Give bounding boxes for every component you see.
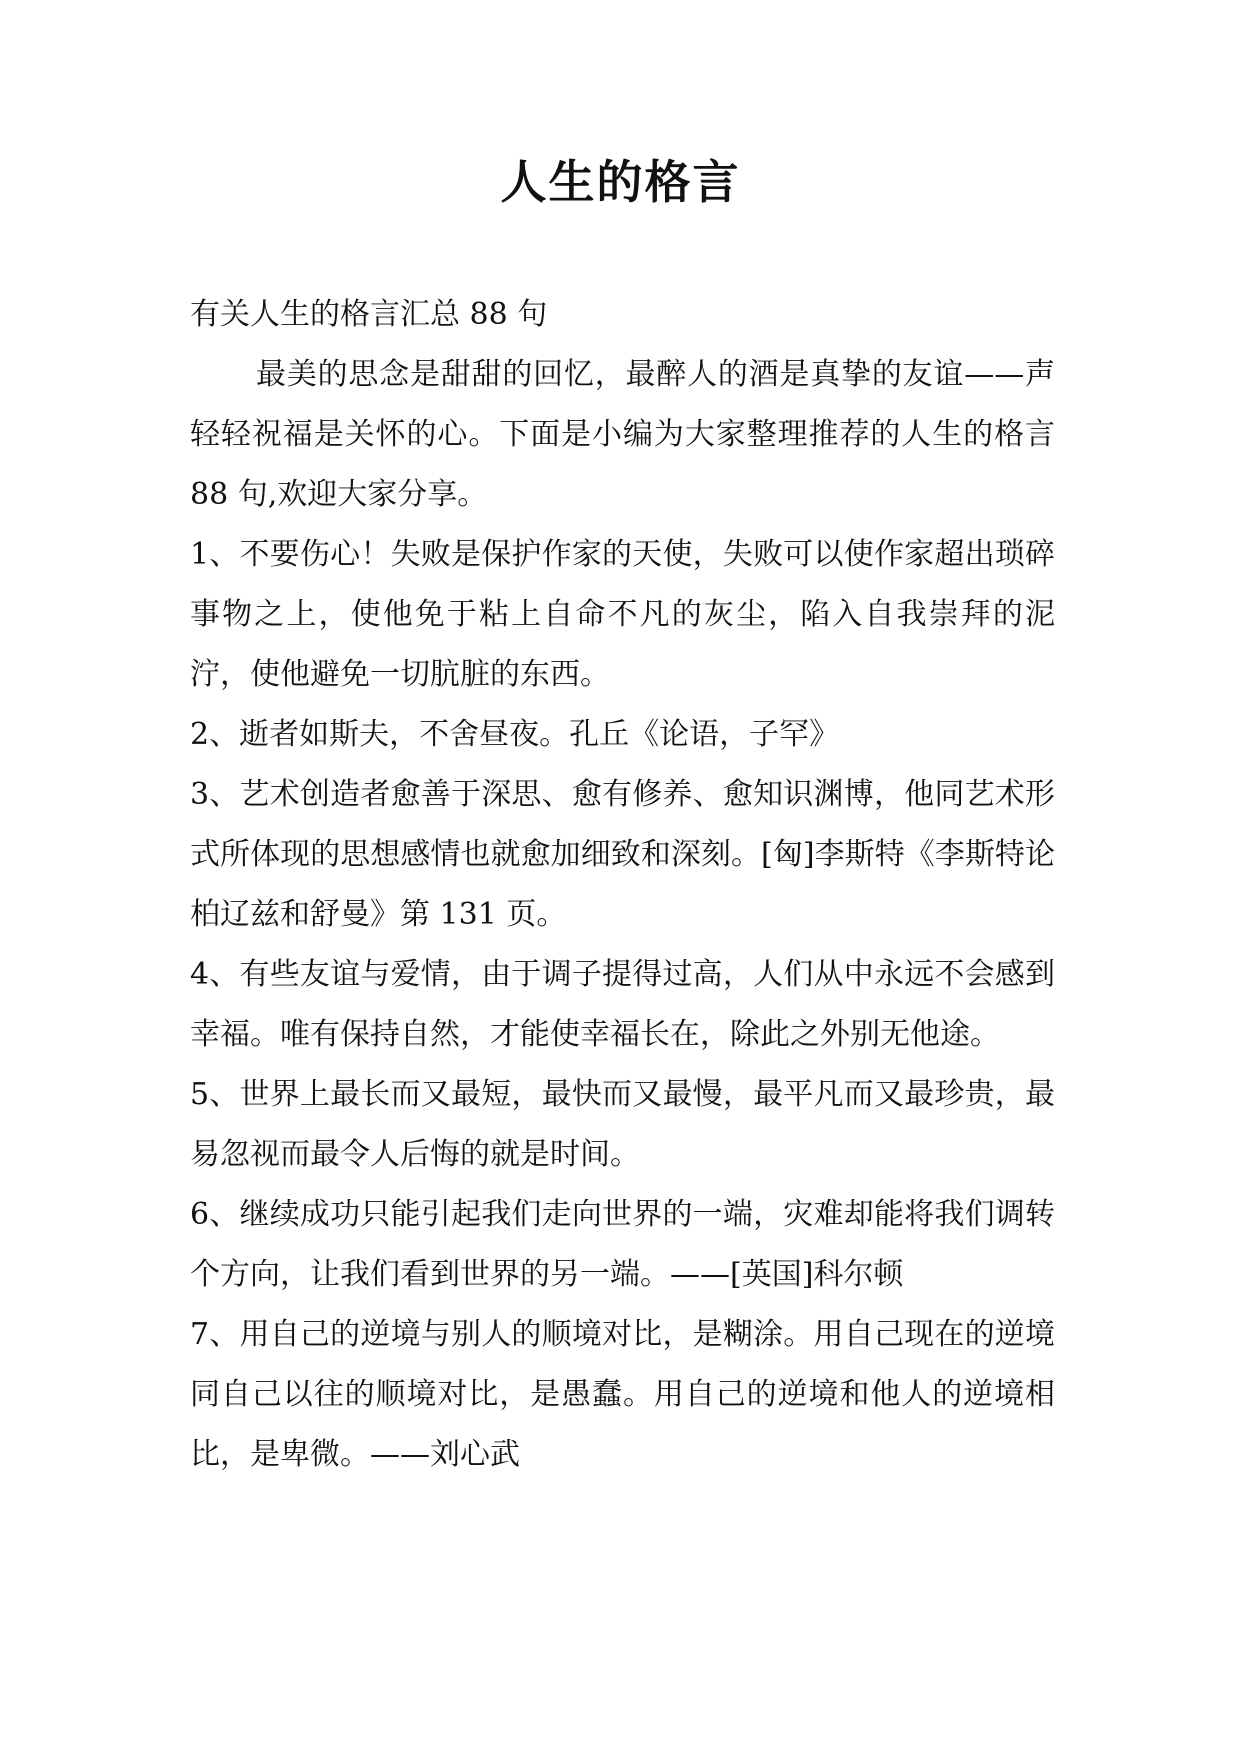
list-item: 4、有些友谊与爱情，由于调子提得过高，人们从中永远不会感到幸福。唯有保持自然，才能使幸福长在，除此之外别无他途。	[190, 957, 1055, 1052]
intro-paragraph: 最美的思念是甜甜的回忆，最醉人的酒是真挚的友谊——声轻轻祝福是关怀的心。下面是小编为大家整理推荐的人生的格言 88 句,欢迎大家分享。	[190, 357, 1055, 512]
document-body	[190, 285, 1055, 1485]
list-item: 1、不要伤心！失败是保护作家的天使，失败可以使作家超出琐碎事物之上，使他免于粘上自命不凡的灰尘，陷入自我崇拜的泥泞，使他避免一切肮脏的东西。	[190, 537, 1055, 692]
document-subtitle: 有关人生的格言汇总 88 句	[190, 297, 548, 332]
list-item: 7、用自己的逆境与别人的顺境对比，是糊涂。用自己现在的逆境同自己以往的顺境对比，是愚蠢。用自己的逆境和他人的逆境相比，是卑微。——刘心武	[190, 1317, 1055, 1472]
list-item: 3、艺术创造者愈善于深思、愈有修养、愈知识渊博，他同艺术形式所体现的思想感情也就愈加细致和深刻。[匈]李斯特《李斯特论柏辽兹和舒曼》第 131 页。	[190, 777, 1055, 932]
document-title: 人生的格言	[500, 155, 741, 209]
list-item: 2、逝者如斯夫，不舍昼夜。孔丘《论语，子罕》	[190, 717, 840, 752]
list-item: 5、世界上最长而又最短，最快而又最慢，最平凡而又最珍贵，最易忽视而最令人后悔的就是时间。	[190, 1077, 1055, 1172]
list-item: 6、继续成功只能引起我们走向世界的一端，灾难却能将我们调转个方向，让我们看到世界的另一端。——[英国]科尔顿	[190, 1197, 1055, 1292]
